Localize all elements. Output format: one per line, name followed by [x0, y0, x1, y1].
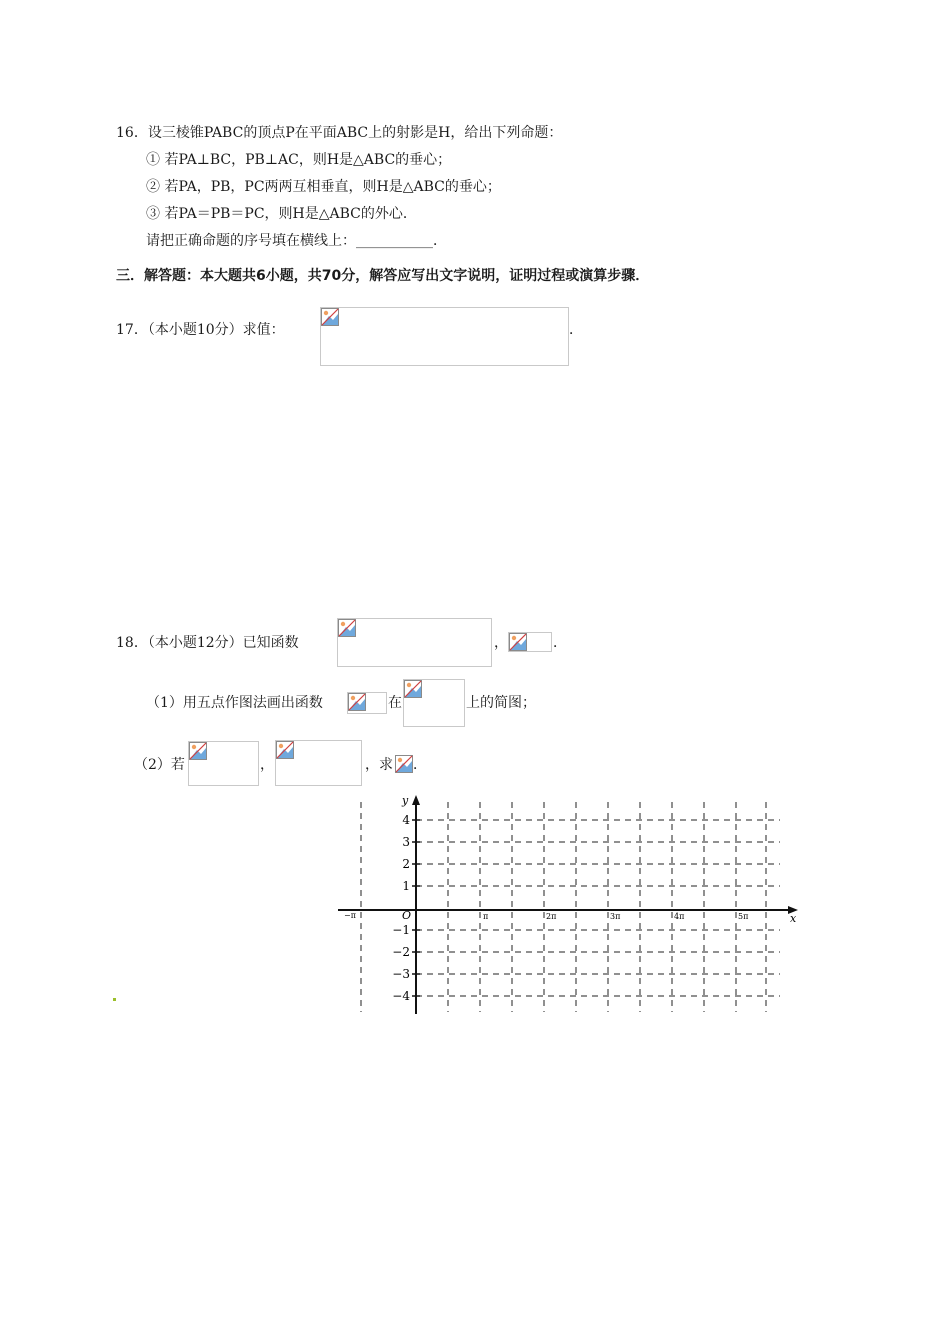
q18-part1-interval-image — [403, 679, 465, 727]
x-tick-label: 5π — [738, 912, 749, 921]
broken-image-icon — [189, 742, 207, 760]
q16-proposition-2: ② 若PA，PB，PC两两互相垂直，则H是△ABC的垂心； — [146, 179, 501, 195]
q18-part1-text-c: 上的简图； — [466, 695, 536, 711]
q17-lead: 17．（本小题10分）求值： — [116, 322, 285, 338]
q18-part2-target-image — [395, 755, 413, 773]
y-tick-label: −2 — [392, 945, 410, 959]
section-3-heading: 三．解答题：本大题共6小题，共70分，解答应写出文字说明，证明过程或演算步骤． — [116, 268, 650, 284]
grid-horizontal-lines — [416, 820, 780, 996]
broken-image-icon — [276, 741, 294, 759]
q18-part1-text-a: （1）用五点作图法画出函数 — [146, 695, 323, 711]
y-tick-label: 4 — [402, 813, 410, 827]
broken-image-icon — [404, 680, 422, 698]
q18-part2-comma: ， — [260, 757, 274, 773]
y-tick-label: 1 — [402, 879, 410, 893]
q16-proposition-3: ③ 若PA＝PB＝PC，则H是△ABC的外心． — [146, 206, 417, 222]
y-tick-label: 3 — [402, 835, 410, 849]
x-tick-label: 3π — [610, 912, 621, 921]
q18-lead: 18．（本小题12分）已知函数 — [116, 635, 299, 651]
q18-function-image — [337, 618, 492, 667]
q18-part2-text-b: ，求 — [365, 757, 393, 773]
q17-formula-image — [320, 307, 569, 366]
q16-proposition-1: ① 若PA⊥BC，PB⊥AC，则H是△ABC的垂心； — [146, 152, 452, 168]
x-tick-label: 2π — [546, 912, 557, 921]
q18-part2-condition-image-2 — [275, 740, 362, 786]
y-tick-label: −1 — [392, 923, 410, 937]
q18-period: ． — [553, 635, 567, 651]
broken-image-icon — [321, 308, 339, 326]
q18-condition-image — [508, 632, 552, 652]
y-tick-label: 2 — [402, 857, 410, 871]
q18-part2-condition-image-1 — [188, 741, 259, 786]
q16-stem: 16．设三棱锥PABC的顶点P在平面ABC上的射影是H，给出下列命题： — [116, 125, 563, 141]
q18-part2-text-a: （2）若 — [134, 757, 185, 773]
y-axis-label: y — [402, 794, 409, 807]
q16-fill-blank: 请把正确命题的序号填在横线上：___________． — [146, 233, 447, 249]
stray-dot — [113, 998, 116, 1001]
x-tick-label: 4π — [674, 912, 685, 921]
broken-image-icon — [395, 755, 413, 773]
q18-part2-period: ． — [413, 757, 427, 773]
x-tick-label: π — [483, 912, 489, 921]
q18-comma: ， — [494, 635, 508, 651]
broken-image-icon — [338, 619, 356, 637]
x-axis-label: x — [790, 912, 797, 925]
grid-vertical-lines — [361, 802, 766, 1012]
broken-image-icon — [348, 693, 366, 711]
q17-period: ． — [569, 322, 583, 338]
x-tick-label: −π — [344, 911, 356, 920]
q18-part1-function-image — [347, 692, 387, 714]
coordinate-grid — [330, 792, 810, 1017]
y-axis-arrow — [412, 795, 420, 805]
y-tick-label: −4 — [392, 989, 410, 1003]
origin-label: O — [402, 909, 412, 922]
broken-image-icon — [509, 633, 527, 651]
q18-part1-text-b: 在 — [388, 695, 402, 711]
y-tick-label: −3 — [392, 967, 410, 981]
